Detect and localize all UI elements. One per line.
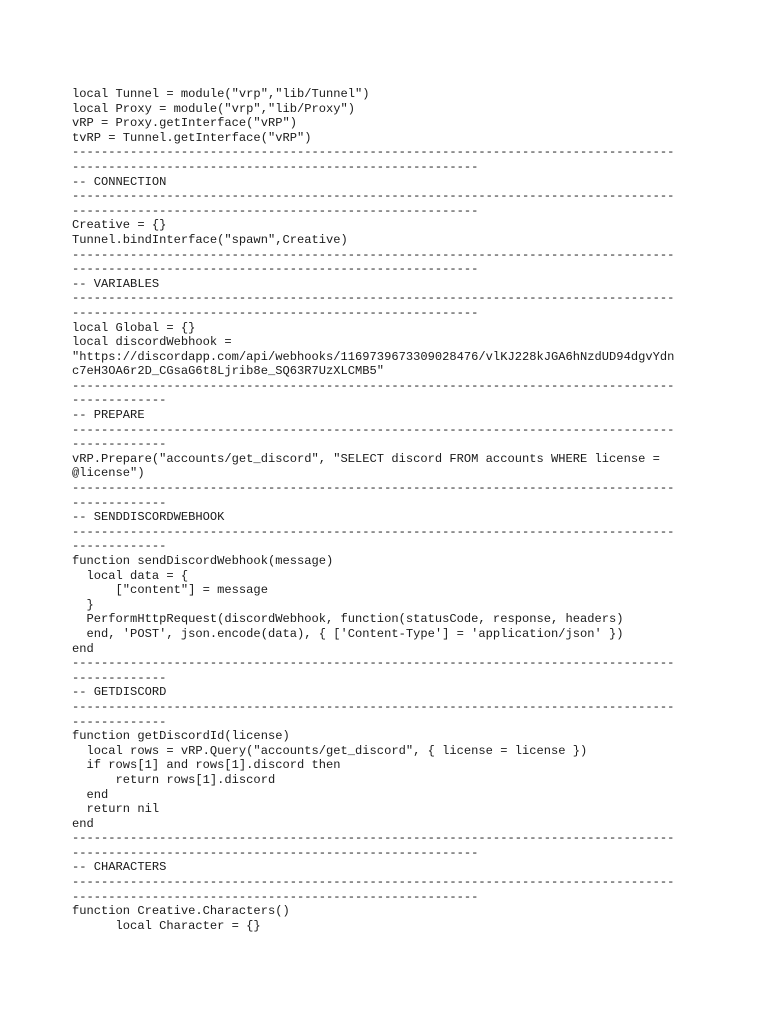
separator-line: ----------------------------------------------------------------------------------- <box>72 422 675 437</box>
separator-line: ----------------------------------------------------------------------------------- <box>72 524 675 539</box>
code-line: function sendDiscordWebhook(message) <box>72 554 334 568</box>
code-line: function getDiscordId(license) <box>72 729 290 744</box>
separator-line: ----------------------------------------------------------------------------------- <box>72 145 675 160</box>
code-line: end <box>72 816 94 831</box>
separator-line: ------------- <box>72 437 167 452</box>
separator-line: ------------- <box>72 539 167 554</box>
separator-line: -------------------------------------------------------- <box>72 305 479 320</box>
code-line: local Tunnel = module("vrp","lib/Tunnel") <box>72 87 370 101</box>
code-line: PerformHttpRequest(discordWebhook, function(statusCode, response, headers) <box>72 612 624 627</box>
separator-line: -------------------------------------------------------- <box>72 159 479 174</box>
separator-line: ------------- <box>72 393 167 408</box>
separator-line: -------------------------------------------------------- <box>72 889 479 904</box>
code-line: vRP = Proxy.getInterface("vRP") <box>72 116 297 131</box>
code-line: vRP.Prepare("accounts/get_discord", "SELECT discord FROM accounts WHERE license = <box>72 451 660 466</box>
section-comment: -- SENDDISCORDWEBHOOK <box>72 510 225 525</box>
code-line: function Creative.Characters() <box>72 904 290 919</box>
code-line: local rows = vRP.Query("accounts/get_discord", { license = license }) <box>72 743 588 758</box>
separator-line: ----------------------------------------------------------------------------------- <box>72 378 675 393</box>
code-line: local discordWebhook = <box>72 335 232 350</box>
separator-line: -------------------------------------------------------- <box>72 203 479 218</box>
code-line: if rows[1] and rows[1].discord then <box>72 758 341 773</box>
code-line: tvRP = Tunnel.getInterface("vRP") <box>72 130 312 145</box>
separator-line: ----------------------------------------------------------------------------------- <box>72 831 675 846</box>
separator-line: ------------- <box>72 714 167 729</box>
separator-line: ----------------------------------------------------------------------------------- <box>72 875 675 890</box>
code-line: c7eH3OA6r2D_CGsaG6t8Ljrib8e_SQ63R7UzXLCMB5" <box>72 364 385 379</box>
code-line: return rows[1].discord <box>72 772 276 787</box>
separator-line: ----------------------------------------------------------------------------------- <box>72 291 675 306</box>
code-line: Tunnel.bindInterface("spawn",Creative) <box>72 232 348 247</box>
code-line: @license") <box>72 466 145 481</box>
code-line: end, 'POST', json.encode(data), { ['Content-Type'] = 'application/json' }) <box>72 626 624 641</box>
separator-line: ------------- <box>72 495 167 510</box>
separator-line: ----------------------------------------------------------------------------------- <box>72 189 675 204</box>
code-line: local data = { <box>72 568 189 583</box>
separator-line: -------------------------------------------------------- <box>72 262 479 277</box>
code-line: local Global = {} <box>72 320 196 335</box>
code-line: local Character = {} <box>72 918 261 933</box>
separator-line: ------------- <box>72 670 167 685</box>
section-comment: -- CONNECTION <box>72 174 167 189</box>
code-line: } <box>72 597 94 612</box>
section-comment: -- VARIABLES <box>72 276 160 291</box>
section-comment: -- CHARACTERS <box>72 860 167 875</box>
separator-line: ----------------------------------------------------------------------------------- <box>72 247 675 262</box>
code-line: ["content"] = message <box>72 583 268 598</box>
section-comment: -- GETDISCORD <box>72 685 167 700</box>
separator-line: -------------------------------------------------------- <box>72 845 479 860</box>
code-line: "https://discordapp.com/api/webhooks/1169739673309028476/vlKJ228kJGA6hNzdUD94dgvYdn <box>72 349 675 364</box>
code-line: end <box>72 641 94 656</box>
code-document <box>72 87 702 933</box>
separator-line: ----------------------------------------------------------------------------------- <box>72 699 675 714</box>
code-line: end <box>72 787 109 802</box>
separator-line: ----------------------------------------------------------------------------------- <box>72 481 675 496</box>
section-comment: -- PREPARE <box>72 408 145 423</box>
separator-line: ----------------------------------------------------------------------------------- <box>72 656 675 671</box>
code-line: Creative = {} <box>72 218 167 233</box>
code-line: return nil <box>72 802 160 817</box>
code-line: local Proxy = module("vrp","lib/Proxy") <box>72 101 356 116</box>
